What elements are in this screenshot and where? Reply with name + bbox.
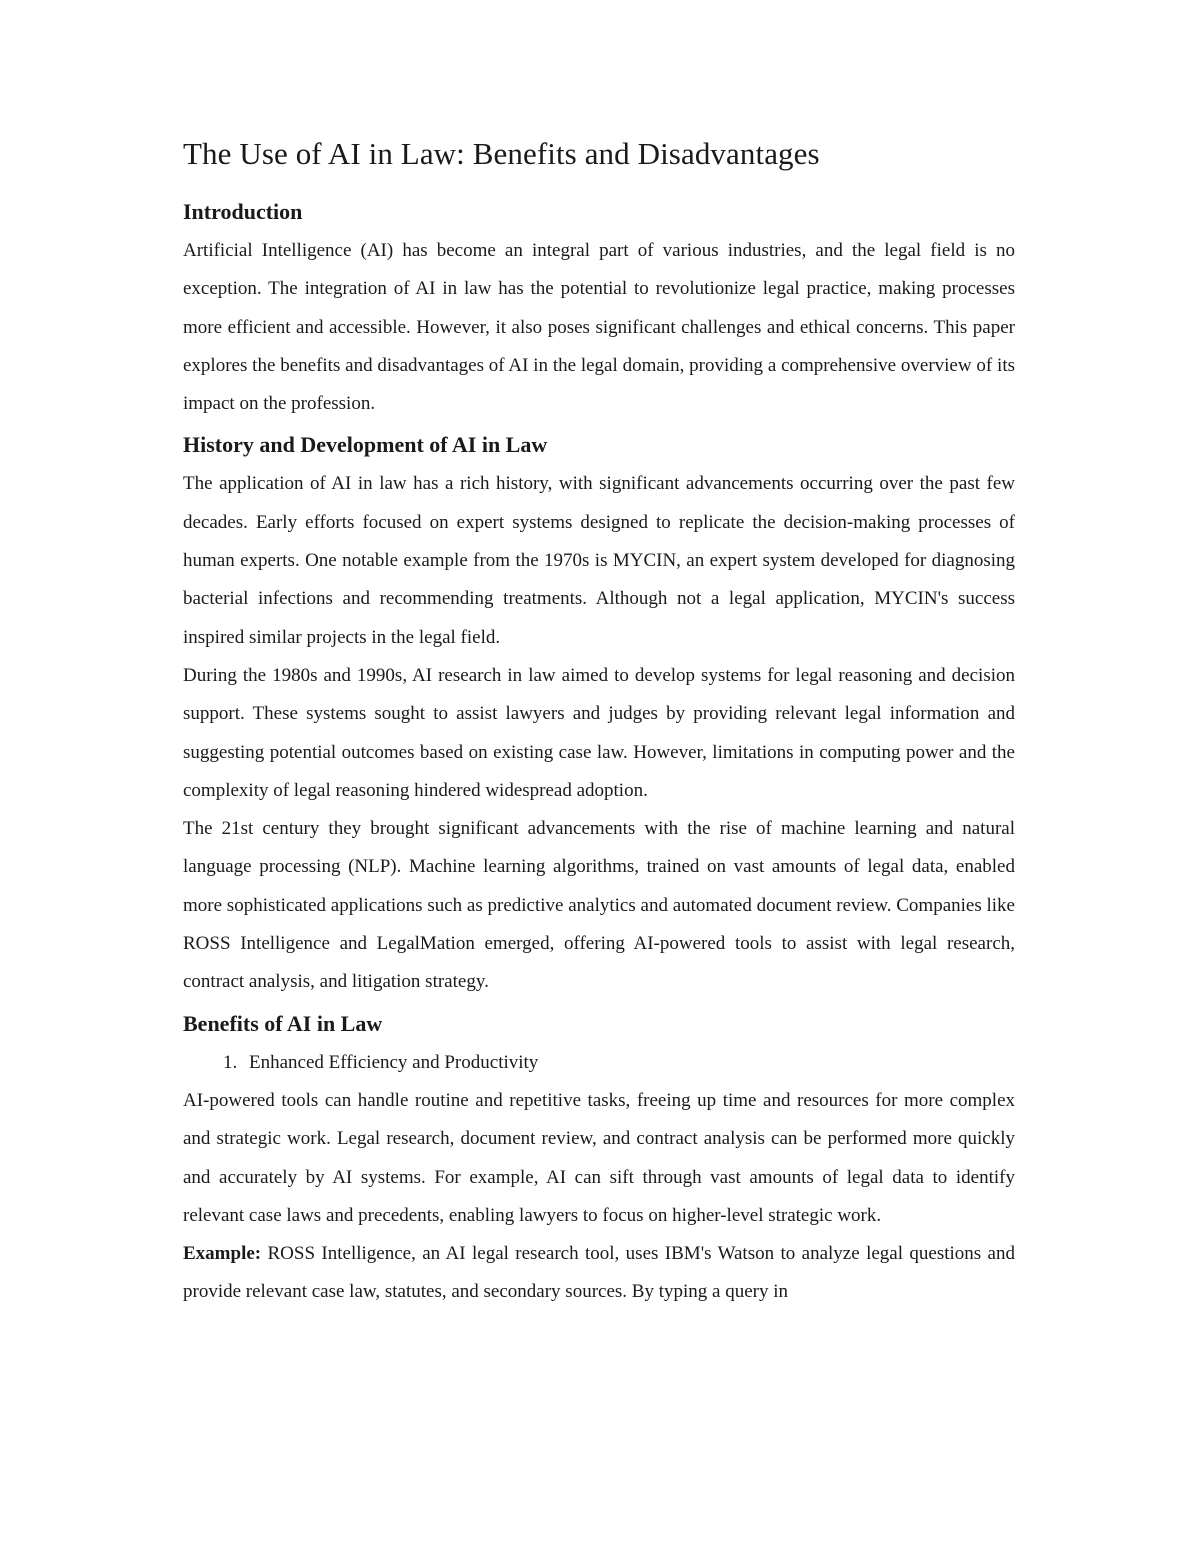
- document-page: [183, 132, 1015, 1312]
- section-introduction: [183, 192, 1015, 423]
- list-item-number: 1.: [223, 1051, 238, 1073]
- document-title: The Use of AI in Law: Benefits and Disadvantages: [183, 136, 820, 171]
- section-history: [183, 425, 1015, 1001]
- introduction-paragraph: Artificial Intelligence (AI) has become an integral part of various industries, and the legal field is no exception. The integration of AI in law has the potential to revolutionize legal practice, making processes more efficient and accessible. However, it also poses significant challenges and ethical concerns. This paper explores the benefits and disadvantages of AI in the legal domain, providing a comprehensive overview of its impact on the profession.: [183, 240, 1015, 415]
- section-heading-introduction: Introduction: [183, 199, 303, 224]
- example-text: ROSS Intelligence, an AI legal research tool, uses IBM's Watson to analyze legal questions and provide relevant case law, statutes, and secondary sources. By typing a query in: [183, 1243, 1015, 1303]
- numbered-list-item: [183, 1044, 1015, 1082]
- example-paragraph: [183, 1235, 1015, 1312]
- history-paragraph-3: The 21st century they brought significant advancements with the rise of machine learning and natural language processing (NLP). Machine learning algorithms, trained on vast amounts of legal data, enabled more sophisticated applications such as predictive analytics and automated document review. Companies like ROSS Intelligence and LegalMation emerged, offering AI-powered tools to assist with legal research, contract analysis, and litigation strategy.: [183, 818, 1015, 993]
- example-label: Example:: [183, 1243, 262, 1265]
- list-item-text: Enhanced Efficiency and Productivity: [249, 1051, 539, 1073]
- history-paragraph-2: During the 1980s and 1990s, AI research in law aimed to develop systems for legal reasoning and decision support. These systems sought to assist lawyers and judges by providing relevant legal information and suggesting potential outcomes based on existing case law. However, limitations in computing power and the complexity of legal reasoning hindered widespread adoption.: [183, 664, 1015, 801]
- section-benefits: [183, 1004, 1015, 1312]
- benefits-paragraph: AI-powered tools can handle routine and repetitive tasks, freeing up time and resources for more complex and strategic work. Legal research, document review, and contract analysis can be performed more quickly and accurately by AI systems. For example, AI can sift through vast amounts of legal data to identify relevant case laws and precedents, enabling lawyers to focus on higher-level strategic work.: [183, 1089, 1015, 1226]
- section-heading-benefits: Benefits of AI in Law: [183, 1010, 383, 1036]
- history-paragraph-1: The application of AI in law has a rich history, with significant advancements occurring over the past few decades. Early efforts focused on expert systems designed to replicate the decision-making processes of human experts. One notable example from the 1970s is MYCIN, an expert system developed for diagnosing bacterial infections and recommending treatments. Although not a legal application, MYCIN's success inspired similar projects in the legal field.: [183, 473, 1015, 648]
- section-heading-history: History and Development of AI in Law: [183, 432, 548, 458]
